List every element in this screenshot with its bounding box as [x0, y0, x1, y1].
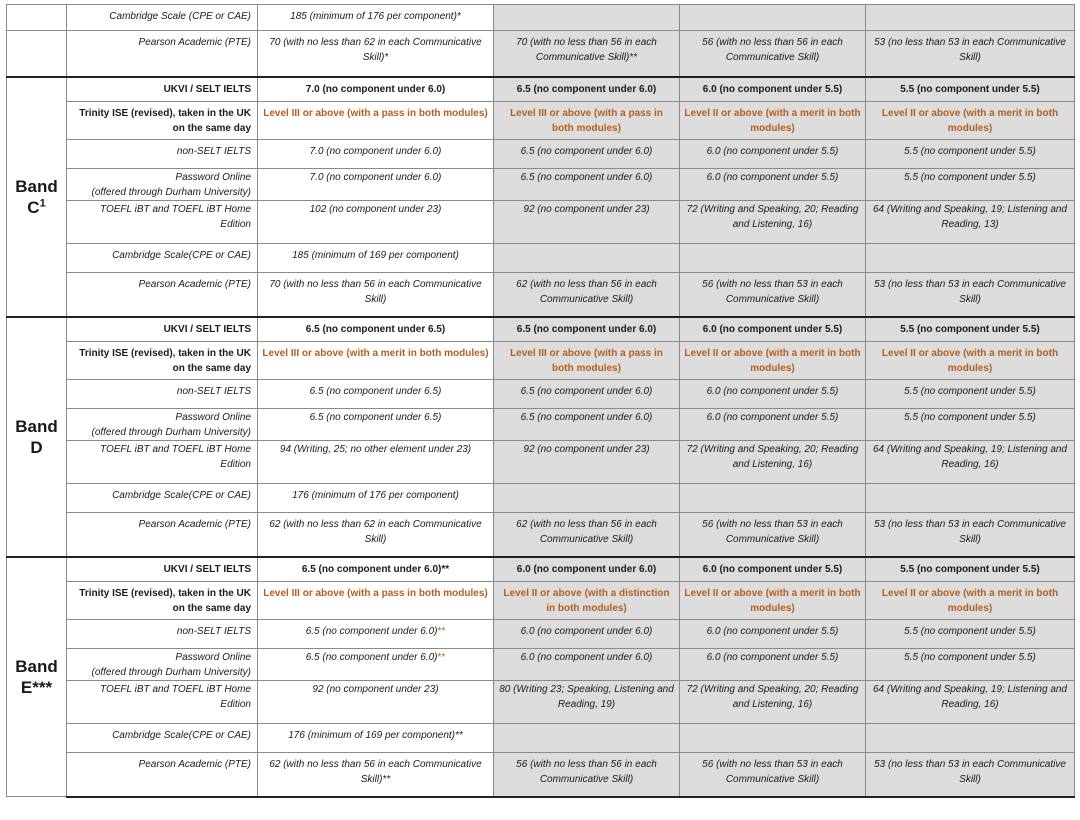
requirement-value	[866, 753, 1075, 797]
requirement-value: 185 (minimum of 176 per component)*	[258, 5, 494, 31]
requirement-text: Level II or above (with a merit in both modules)	[881, 348, 1059, 374]
test-name-text: Password Online	[175, 652, 251, 663]
requirement-text: 62 (with no less than 56 in each Communicative Skill)	[516, 519, 657, 545]
test-name	[67, 409, 258, 441]
table-row	[7, 102, 1075, 140]
test-name-text: Trinity ISE (revised), taken in the UK on the same day	[79, 108, 251, 134]
band-label	[7, 77, 67, 317]
requirement-text: 6.0 (no component under 5.5)	[702, 83, 843, 95]
requirement-text: Level III or above (with a pass in both modules)	[263, 108, 488, 119]
requirement-text: 6.0 (no component under 5.5)	[706, 652, 839, 663]
requirement-text: 176 (minimum of 169 per component)**	[288, 730, 463, 741]
requirement-text: Level II or above (with a merit in both modules)	[684, 588, 861, 614]
requirement-value	[866, 557, 1075, 582]
requirement-value	[494, 380, 680, 409]
table-row	[7, 380, 1075, 409]
band-cell-empty	[7, 31, 67, 77]
requirement-value	[258, 273, 494, 317]
requirement-text: 102 (no component under 23)	[309, 204, 442, 215]
requirement-value	[680, 273, 866, 317]
requirement-text: 6.5 (no component under 6.0)	[516, 323, 657, 335]
requirement-text: 6.5 (no component under 6.0)	[520, 386, 653, 397]
requirement-text: 6.5 (no component under 6.0)	[520, 412, 653, 423]
test-name: Pearson Academic (PTE)	[67, 31, 258, 77]
test-name-text: non-SELT IELTS	[176, 626, 251, 637]
requirement-value	[866, 649, 1075, 681]
test-name	[67, 201, 258, 244]
requirement-value	[866, 681, 1075, 724]
table-row	[7, 342, 1075, 380]
requirement-text: 6.0 (no component under 5.5)	[706, 172, 839, 183]
band-label	[7, 557, 67, 797]
test-name	[67, 620, 258, 649]
band-footnote-marker: 1	[39, 196, 46, 209]
table-row	[7, 649, 1075, 681]
requirement-value	[258, 557, 494, 582]
requirement-value	[680, 102, 866, 140]
band-label	[7, 317, 67, 557]
footnote-marker: **	[437, 652, 446, 663]
requirement-value	[494, 441, 680, 484]
requirement-value	[866, 244, 1075, 273]
requirement-text: 7.0 (no component under 6.0)	[305, 83, 446, 95]
requirement-text: 64 (Writing and Speaking, 19; Listening and Reading, 16)	[872, 684, 1067, 710]
requirement-value: 56 (with no less than 56 in each Communicative Skill)	[680, 31, 866, 77]
requirement-value	[494, 317, 680, 342]
requirement-text: 6.0 (no component under 5.5)	[706, 412, 839, 423]
requirement-value	[258, 342, 494, 380]
requirement-value	[680, 620, 866, 649]
requirement-value	[680, 649, 866, 681]
band-letter	[7, 437, 66, 458]
requirement-text: Level II or above (with a merit in both modules)	[881, 108, 1059, 134]
requirement-value	[494, 484, 680, 513]
requirement-text: Level III or above (with a pass in both modules)	[510, 348, 663, 374]
requirement-value	[866, 5, 1075, 31]
requirement-text: 6.5 (no component under 6.0)	[305, 626, 438, 637]
requirement-text: 7.0 (no component under 6.0)	[309, 146, 442, 157]
test-name	[67, 77, 258, 102]
band-name: Band	[15, 656, 58, 676]
requirement-value	[494, 620, 680, 649]
test-name-text: TOEFL iBT and TOEFL iBT Home Edition	[100, 684, 251, 710]
requirement-text: Level II or above (with a distinction in both modules)	[503, 588, 670, 614]
requirement-value	[680, 409, 866, 441]
requirement-text: 6.5 (no component under 6.5)	[309, 386, 442, 397]
test-name	[67, 169, 258, 201]
requirement-value	[258, 753, 494, 797]
requirement-text: Level II or above (with a merit in both modules)	[881, 588, 1059, 614]
table-row	[7, 317, 1075, 342]
requirement-value	[494, 557, 680, 582]
requirement-value	[258, 724, 494, 753]
requirement-text: Level III or above (with a merit in both modules)	[262, 348, 489, 359]
requirement-value	[494, 649, 680, 681]
requirement-value	[258, 484, 494, 513]
requirement-text: 72 (Writing and Speaking, 20; Reading and Listening, 16)	[686, 204, 859, 230]
table-row	[7, 724, 1075, 753]
requirement-value	[680, 140, 866, 169]
test-name	[67, 102, 258, 140]
test-name	[67, 380, 258, 409]
requirement-text: 72 (Writing and Speaking, 20; Reading and Listening, 16)	[686, 444, 859, 470]
band-name: Band	[15, 176, 58, 196]
requirement-value	[866, 102, 1075, 140]
test-name-text: non-SELT IELTS	[176, 146, 251, 157]
test-name-text: Password Online	[175, 412, 251, 423]
requirement-value	[866, 441, 1075, 484]
requirement-value	[680, 244, 866, 273]
requirement-text: 5.5 (no component under 5.5)	[900, 563, 1040, 575]
requirement-value	[866, 409, 1075, 441]
test-name-text: Trinity ISE (revised), taken in the UK on the same day	[79, 348, 251, 374]
requirement-text: 62 (with no less than 56 in each Communicative Skill)**	[269, 759, 482, 785]
requirement-text: 5.5 (no component under 5.5)	[900, 83, 1040, 95]
band-letter	[7, 677, 66, 698]
test-name	[67, 649, 258, 681]
requirement-text: 92 (no component under 23)	[523, 204, 650, 215]
requirement-value	[680, 753, 866, 797]
english-requirements-table	[6, 4, 1075, 798]
test-name-text: UKVI / SELT IELTS	[163, 323, 251, 335]
requirement-value	[680, 201, 866, 244]
requirement-value	[866, 169, 1075, 201]
test-name-text: Cambridge Scale(CPE or CAE)	[112, 490, 251, 501]
requirement-value	[680, 169, 866, 201]
requirement-text: 53 (no less than 53 in each Communicative Skill)	[874, 279, 1066, 305]
requirement-text: 70 (with no less than 56 in each Communicative Skill)	[269, 279, 482, 305]
band-cell-empty	[7, 5, 67, 31]
requirement-value	[680, 513, 866, 557]
requirement-value	[680, 557, 866, 582]
requirement-value	[866, 620, 1075, 649]
requirement-text: 5.5 (no component under 5.5)	[900, 323, 1040, 335]
requirement-value	[258, 244, 494, 273]
test-name: Cambridge Scale (CPE or CAE)	[67, 5, 258, 31]
test-name	[67, 317, 258, 342]
band-name: Band	[15, 416, 58, 436]
requirement-text: 56 (with no less than 53 in each Communicative Skill)	[702, 519, 843, 545]
requirement-value	[494, 409, 680, 441]
table-row	[7, 273, 1075, 317]
test-name	[67, 244, 258, 273]
requirement-value	[494, 201, 680, 244]
requirement-text: 80 (Writing 23; Speaking, Listening and Reading, 19)	[499, 684, 674, 710]
requirement-text: 62 (with no less than 62 in each Communicative Skill)	[269, 519, 482, 545]
requirement-value	[866, 582, 1075, 620]
requirement-value: 70 (with no less than 56 in each Communicative Skill)**	[494, 31, 680, 77]
requirement-value	[258, 169, 494, 201]
requirement-value	[680, 380, 866, 409]
requirement-value	[680, 5, 866, 31]
requirement-text: 92 (no component under 23)	[312, 684, 439, 695]
requirement-value	[494, 273, 680, 317]
requirement-text: 53 (no less than 53 in each Communicative Skill)	[874, 519, 1066, 545]
test-name	[67, 513, 258, 557]
requirement-value	[866, 380, 1075, 409]
table-row	[7, 201, 1075, 244]
band-letter-text: C	[27, 197, 40, 217]
requirement-value	[258, 102, 494, 140]
requirement-value	[494, 342, 680, 380]
table-row	[7, 582, 1075, 620]
requirement-text: 6.5 (no component under 6.0)	[516, 83, 657, 95]
table-row	[7, 140, 1075, 169]
requirement-value	[494, 753, 680, 797]
requirement-text: 92 (no component under 23)	[523, 444, 650, 455]
requirement-text: 6.5 (no component under 6.0)	[305, 652, 438, 663]
requirement-value	[494, 724, 680, 753]
test-name	[67, 273, 258, 317]
test-name-text: UKVI / SELT IELTS	[163, 563, 251, 575]
requirement-value	[258, 409, 494, 441]
test-name	[67, 484, 258, 513]
requirement-value	[866, 342, 1075, 380]
requirement-value	[680, 582, 866, 620]
requirement-text: 5.5 (no component under 5.5)	[904, 172, 1036, 183]
test-name-text: Pearson Academic (PTE)	[138, 519, 251, 530]
requirement-text: 53 (no less than 53 in each Communicative Skill)	[874, 759, 1066, 785]
requirement-value	[494, 681, 680, 724]
table-row	[7, 441, 1075, 484]
requirement-value	[258, 582, 494, 620]
requirement-value	[494, 169, 680, 201]
table-row	[7, 753, 1075, 797]
requirement-value: 53 (no less than 53 in each Communicative Skill)	[866, 31, 1075, 77]
requirement-text: 7.0 (no component under 6.0)	[309, 172, 442, 183]
requirement-text: 6.0 (no component under 6.0)	[516, 563, 657, 575]
requirement-text: 5.5 (no component under 5.5)	[904, 386, 1036, 397]
requirement-value	[258, 140, 494, 169]
requirement-value	[494, 5, 680, 31]
requirement-text: 6.0 (no component under 6.0)	[520, 652, 653, 663]
test-name-subtext: (offered through Durham University)	[91, 427, 251, 438]
requirement-text: Level III or above (with a pass in both modules)	[263, 588, 488, 599]
requirement-text: 6.5 (no component under 6.0)	[520, 172, 653, 183]
requirement-text: 5.5 (no component under 5.5)	[904, 412, 1036, 423]
test-name-text: UKVI / SELT IELTS	[163, 83, 251, 95]
band-letter-text: E***	[20, 677, 53, 697]
requirement-value	[258, 620, 494, 649]
table-row	[7, 77, 1075, 102]
requirement-value	[866, 724, 1075, 753]
table-row	[7, 244, 1075, 273]
requirement-value	[258, 513, 494, 557]
requirement-text: 5.5 (no component under 5.5)	[904, 626, 1036, 637]
test-name-text: Password Online	[175, 172, 251, 183]
requirement-value	[866, 513, 1075, 557]
table-row	[7, 409, 1075, 441]
test-name	[67, 724, 258, 753]
requirement-text: 6.0 (no component under 6.0)	[520, 626, 653, 637]
requirement-text: 6.0 (no component under 5.5)	[702, 563, 843, 575]
table-row	[7, 484, 1075, 513]
requirement-text: 56 (with no less than 56 in each Communicative Skill)	[516, 759, 657, 785]
test-name-text: non-SELT IELTS	[176, 386, 251, 397]
test-name-text: Pearson Academic (PTE)	[138, 279, 251, 290]
band-letter	[7, 197, 66, 218]
requirement-value	[680, 724, 866, 753]
requirement-text: 56 (with no less than 53 in each Communicative Skill)	[702, 759, 843, 785]
test-name	[67, 753, 258, 797]
band-letter-text: D	[30, 437, 43, 457]
requirement-value	[494, 582, 680, 620]
requirement-value	[258, 441, 494, 484]
test-name-text: Pearson Academic (PTE)	[138, 759, 251, 770]
test-name	[67, 582, 258, 620]
requirement-value	[494, 102, 680, 140]
requirement-text: 72 (Writing and Speaking, 20; Reading and Listening, 16)	[686, 684, 859, 710]
test-name-text: Cambridge Scale(CPE or CAE)	[112, 730, 251, 741]
requirement-value	[258, 681, 494, 724]
requirement-text: 6.5 (no component under 6.5)	[309, 412, 442, 423]
requirement-value	[680, 441, 866, 484]
test-name	[67, 140, 258, 169]
requirement-value	[258, 77, 494, 102]
table-row	[7, 557, 1075, 582]
requirement-text: 6.0 (no component under 5.5)	[702, 323, 843, 335]
requirement-text: 62 (with no less than 56 in each Communicative Skill)	[516, 279, 657, 305]
requirement-value: 70 (with no less than 62 in each Communicative Skill)*	[258, 31, 494, 77]
table-row	[7, 620, 1075, 649]
requirement-value	[494, 140, 680, 169]
requirement-value	[866, 201, 1075, 244]
requirement-text: 64 (Writing and Speaking, 19; Listening and Reading, 16)	[872, 444, 1067, 470]
requirement-text: 5.5 (no component under 5.5)	[904, 652, 1036, 663]
requirement-text: Level III or above (with a pass in both modules)	[510, 108, 663, 134]
requirement-text: 6.5 (no component under 6.0)**	[301, 563, 450, 575]
requirement-value	[258, 649, 494, 681]
requirement-text: 6.0 (no component under 5.5)	[706, 626, 839, 637]
test-name-text: TOEFL iBT and TOEFL iBT Home Edition	[100, 204, 251, 230]
requirement-value	[680, 77, 866, 102]
requirement-text: 176 (minimum of 176 per component)	[292, 490, 459, 501]
requirement-text: 64 (Writing and Speaking, 19; Listening and Reading, 13)	[872, 204, 1067, 230]
test-name-subtext: (offered through Durham University)	[91, 667, 251, 678]
footnote-marker: **	[437, 626, 446, 637]
requirement-value	[258, 317, 494, 342]
requirement-value	[494, 77, 680, 102]
test-name-text: Cambridge Scale(CPE or CAE)	[112, 250, 251, 261]
table-row	[7, 681, 1075, 724]
requirement-text: 6.0 (no component under 5.5)	[706, 386, 839, 397]
test-name	[67, 681, 258, 724]
table-row	[7, 5, 1075, 31]
requirement-value	[680, 317, 866, 342]
table-row	[7, 513, 1075, 557]
requirement-value	[866, 273, 1075, 317]
requirement-value	[866, 140, 1075, 169]
requirement-text: 185 (minimum of 169 per component)	[292, 250, 459, 261]
requirement-text: 6.0 (no component under 5.5)	[706, 146, 839, 157]
test-name	[67, 441, 258, 484]
requirement-text: 6.5 (no component under 6.5)	[305, 323, 446, 335]
requirement-value	[680, 484, 866, 513]
table-row	[7, 31, 1075, 77]
test-name-text: Trinity ISE (revised), taken in the UK on the same day	[79, 588, 251, 614]
requirement-value	[680, 342, 866, 380]
requirement-value	[258, 380, 494, 409]
test-name	[67, 557, 258, 582]
requirement-value	[494, 244, 680, 273]
test-name-subtext: (offered through Durham University)	[91, 187, 251, 198]
requirement-text: 56 (with no less than 53 in each Communicative Skill)	[702, 279, 843, 305]
requirement-value	[866, 484, 1075, 513]
requirement-value	[866, 317, 1075, 342]
requirement-text: 6.5 (no component under 6.0)	[520, 146, 653, 157]
test-name	[67, 342, 258, 380]
requirement-text: Level II or above (with a merit in both modules)	[684, 108, 861, 134]
requirement-value	[494, 513, 680, 557]
requirement-value	[258, 201, 494, 244]
requirement-text: 94 (Writing, 25; no other element under 23)	[279, 444, 472, 455]
requirement-text: 5.5 (no component under 5.5)	[904, 146, 1036, 157]
requirement-value	[680, 681, 866, 724]
requirement-value	[866, 77, 1075, 102]
test-name-text: TOEFL iBT and TOEFL iBT Home Edition	[100, 444, 251, 470]
requirement-text: Level II or above (with a merit in both modules)	[684, 348, 861, 374]
table-row	[7, 169, 1075, 201]
